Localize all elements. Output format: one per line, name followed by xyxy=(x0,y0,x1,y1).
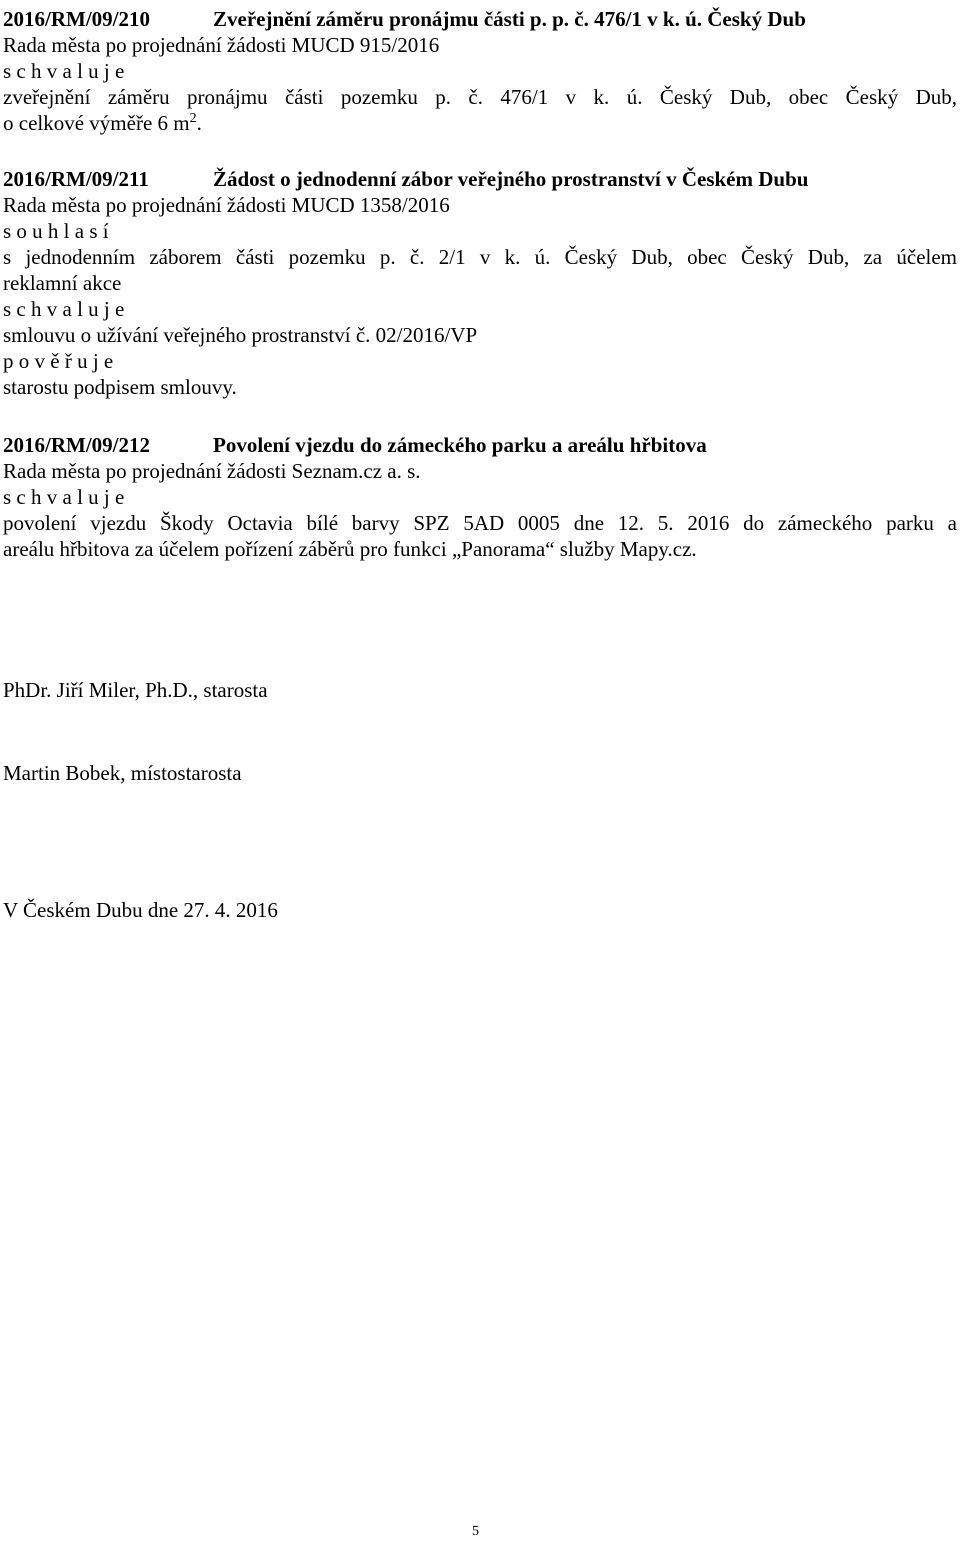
resolution-heading xyxy=(3,6,957,32)
resolution-intro: Rada města po projednání žádosti Seznam.cz a. s. xyxy=(3,459,421,483)
superscript: 2 xyxy=(189,111,197,126)
resolution-text-fragment: o celkové výměře 6 m xyxy=(3,111,190,135)
resolution-verb: s c h v a l u j e xyxy=(3,59,125,83)
resolution-text-fragment: . xyxy=(196,111,202,135)
resolution-verb: p o v ě ř u j e xyxy=(3,349,114,373)
signature-mayor: PhDr. Jiří Miler, Ph.D., starosta xyxy=(3,678,268,702)
resolution-verb: s c h v a l u j e xyxy=(3,485,125,509)
resolution-210 xyxy=(3,2,957,136)
resolution-text-line: zveřejnění záměru pronájmu části pozemku p. č. 476/1 v k. ú. Český Dub, obec Český Dub, xyxy=(3,85,957,109)
resolution-verb: s c h v a l u j e xyxy=(3,297,125,321)
resolution-intro: Rada města po projednání žádosti MUCD 915/2016 xyxy=(3,33,440,57)
resolution-text-line: smlouvu o užívání veřejného prostranství č. 02/2016/VP xyxy=(3,323,478,347)
page-number: 5 xyxy=(472,1524,479,1539)
resolution-212 xyxy=(3,428,957,562)
resolution-number: 2016/RM/09/210 xyxy=(3,7,150,31)
resolution-heading xyxy=(3,166,957,192)
resolution-text-line: povolení vjezdu Škody Octavia bílé barvy SPZ 5AD 0005 dne 12. 5. 2016 do zámeckého parku a xyxy=(3,511,957,535)
place-and-date: V Českém Dubu dne 27. 4. 2016 xyxy=(3,898,278,922)
resolution-title: Žádost o jednodenní zábor veřejného prostranství v Českém Dubu xyxy=(213,167,809,191)
resolution-number: 2016/RM/09/211 xyxy=(3,167,149,191)
resolution-number: 2016/RM/09/212 xyxy=(3,433,150,457)
resolution-title: Povolení vjezdu do zámeckého parku a areálu hřbitova xyxy=(213,433,707,457)
resolution-heading xyxy=(3,432,957,458)
resolution-text-line: areálu hřbitova za účelem pořízení záběrů pro funkci „Panorama“ služby Mapy.cz. xyxy=(3,537,697,561)
resolution-text-line xyxy=(3,110,957,136)
resolution-verb: s o u h l a s í xyxy=(3,219,109,243)
resolution-text-line: starostu podpisem smlouvy. xyxy=(3,375,237,399)
signature-deputy-mayor: Martin Bobek, místostarosta xyxy=(3,761,242,785)
resolution-211 xyxy=(3,162,957,400)
resolution-title: Zveřejnění záměru pronájmu části p. p. č. 476/1 v k. ú. Český Dub xyxy=(213,7,806,31)
resolution-text-line: s jednodenním záborem části pozemku p. č. 2/1 v k. ú. Český Dub, obec Český Dub, za účelem xyxy=(3,245,957,269)
resolution-intro: Rada města po projednání žádosti MUCD 1358/2016 xyxy=(3,193,450,217)
resolution-text-line: reklamní akce xyxy=(3,271,122,295)
